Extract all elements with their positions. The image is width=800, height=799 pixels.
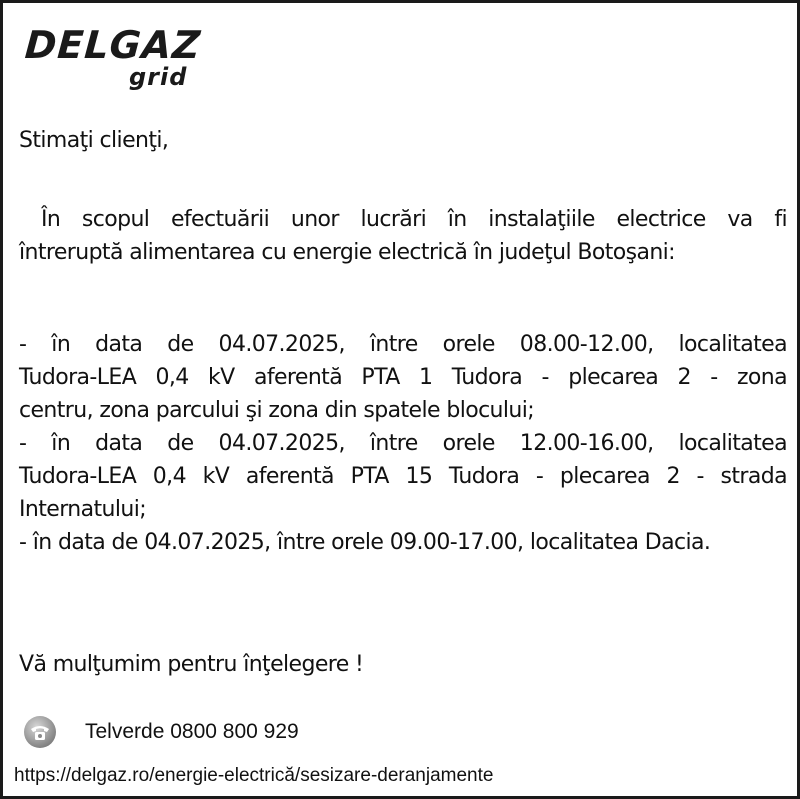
item-3-line-1: - în data de 04.07.2025, între orele 09.00-17.00, localitatea Dacia. — [19, 530, 711, 555]
delgaz-grid-logo — [25, 25, 205, 100]
contact-phone-row — [23, 715, 423, 749]
list-item — [19, 526, 787, 559]
item-1-line-3: centru, zona parcului şi zona din spatele blocului; — [19, 398, 535, 423]
greeting: Stimaţi clienţi, — [19, 128, 169, 153]
intro-paragraph — [19, 203, 787, 269]
list-item — [19, 427, 787, 526]
item-2-line-2: Tudora-LEA 0,4 kV aferentă PTA 15 Tudora - plecarea 2 - strada — [19, 464, 787, 489]
intro-line-2: întreruptă alimentarea cu energie electrică în judeţul Botoşani: — [19, 240, 675, 265]
intro-line-1: În scopul efectuării unor lucrări în instalaţiile electrice va fi — [41, 207, 787, 232]
complaints-url[interactable]: https://delgaz.ro/energie-electrică/sesizare-deranjamente — [14, 765, 494, 786]
outage-list — [19, 328, 787, 559]
logo-sub: grid — [129, 63, 188, 91]
list-item — [19, 328, 787, 427]
telephone-icon — [23, 715, 57, 749]
logo-brand: DELGAZ — [23, 23, 203, 67]
item-1-line-1: - în data de 04.07.2025, între orele 08.00-12.00, localitatea — [19, 332, 787, 357]
thanks-message: Vă mulţumim pentru înţelegere ! — [19, 652, 364, 677]
item-2-line-3: Internatului; — [19, 497, 147, 522]
item-2-line-1: - în data de 04.07.2025, între orele 12.00-16.00, localitatea — [19, 431, 787, 456]
phone-number: Telverde 0800 800 929 — [85, 720, 299, 743]
item-1-line-2: Tudora-LEA 0,4 kV aferentă PTA 1 Tudora - plecarea 2 - zona — [19, 365, 787, 390]
